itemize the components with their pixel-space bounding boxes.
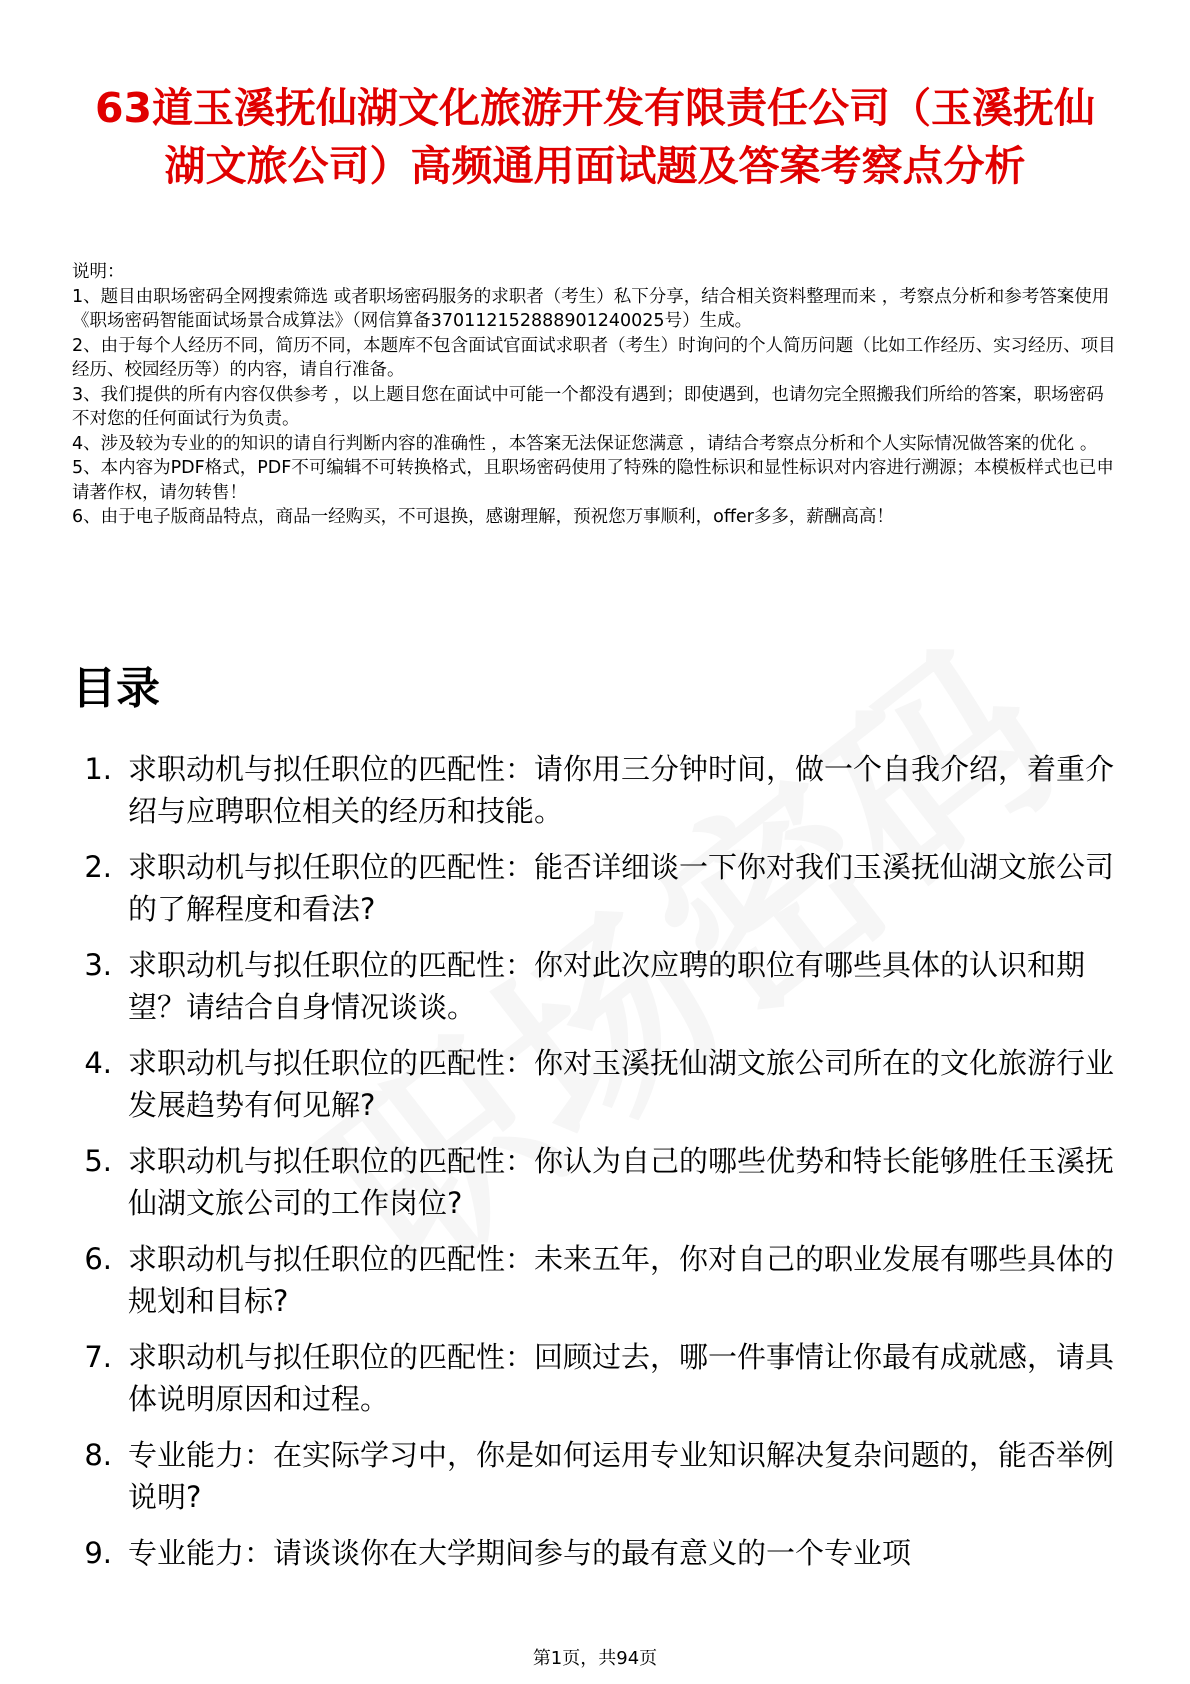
toc-item-text[interactable]: 求职动机与拟任职位的匹配性：你对玉溪抚仙湖文旅公司所在的文化旅游行业发展趋势有何见解? [128, 1046, 1115, 1122]
toc-item-number: 1. [84, 752, 112, 786]
toc-item-text[interactable]: 求职动机与拟任职位的匹配性：请你用三分钟时间，做一个自我介绍，着重介绍与应聘职位相关的经历和技能。 [128, 752, 1115, 828]
toc-item-text[interactable]: 专业能力：在实际学习中，你是如何运用专业知识解决复杂问题的，能否举例说明? [128, 1438, 1115, 1514]
toc-item[interactable] [72, 1140, 1122, 1224]
toc-item-number: 8. [84, 1438, 112, 1472]
intro-item: 1、题目由职场密码全网搜索筛选 或者职场密码服务的求职者（考生）私下分享，结合相关资料整理而来 ，考察点分析和参考答案使用《职场密码智能面试场景合成算法》（网信算备370112152888901240025号）生成。 [72, 286, 1110, 331]
toc-item[interactable] [72, 1042, 1122, 1126]
toc-item[interactable] [72, 748, 1122, 832]
toc-item-number: 5. [84, 1144, 112, 1178]
toc-item-number: 6. [84, 1242, 112, 1276]
toc-item[interactable] [72, 1336, 1122, 1420]
toc-item[interactable] [72, 1238, 1122, 1322]
toc-item-number: 4. [84, 1046, 112, 1080]
intro-section [72, 260, 1120, 530]
toc-heading: 目录 [72, 663, 160, 714]
toc-item-text[interactable]: 求职动机与拟任职位的匹配性：你对此次应聘的职位有哪些具体的认识和期望？请结合自身情况谈谈。 [128, 948, 1086, 1024]
toc-item-text[interactable]: 求职动机与拟任职位的匹配性：未来五年，你对自己的职业发展有哪些具体的规划和目标? [128, 1242, 1115, 1318]
toc-item-number: 2. [84, 850, 112, 884]
toc-item[interactable] [72, 846, 1122, 930]
intro-heading: 说明： [72, 262, 125, 282]
intro-item: 4、涉及较为专业的的知识的请自行判断内容的准确性 ，本答案无法保证您满意 ，请结合考察点分析和个人实际情况做答案的优化 。 [72, 433, 1098, 454]
intro-item: 2、由于每个人经历不同，简历不同，本题库不包含面试官面试求职者（考生）时询问的个人简历问题（比如工作经历、实习经历、项目经历、校园经历等）的内容，请自行准备。 [72, 335, 1116, 380]
page-number: 第1页，共94页 [532, 1648, 658, 1669]
toc-item[interactable] [72, 1532, 1122, 1574]
document-title: 63道玉溪抚仙湖文化旅游开发有限责任公司（玉溪抚仙湖文旅公司）高频通用面试题及答案考察点分析 [94, 84, 1096, 191]
toc-list [72, 748, 1122, 1588]
toc-item[interactable] [72, 1434, 1122, 1518]
intro-item: 6、由于电子版商品特点，商品一经购买，不可退换，感谢理解，预祝您万事顺利，offer多多，薪酬高高！ [72, 507, 894, 527]
toc-item-number: 9. [84, 1536, 112, 1570]
toc-item-number: 3. [84, 948, 112, 982]
toc-item-text[interactable]: 求职动机与拟任职位的匹配性：能否详细谈一下你对我们玉溪抚仙湖文旅公司的了解程度和看法? [128, 850, 1115, 926]
toc-item-text[interactable]: 求职动机与拟任职位的匹配性：你认为自己的哪些优势和特长能够胜任玉溪抚仙湖文旅公司的工作岗位? [128, 1144, 1115, 1220]
toc-item-text[interactable]: 专业能力：请谈谈你在大学期间参与的最有意义的一个专业项 [128, 1536, 912, 1570]
toc-item[interactable] [72, 944, 1122, 1028]
intro-item: 5、本内容为PDF格式，PDF不可编辑不可转换格式，且职场密码使用了特殊的隐性标识和显性标识对内容进行溯源；本模板样式也已申请著作权，请勿转售！ [72, 458, 1114, 503]
intro-item: 3、我们提供的所有内容仅供参考 ，以上题目您在面试中可能一个都没有遇到；即使遇到，也请勿完全照搬我们所给的答案，职场密码不对您的任何面试行为负责。 [72, 384, 1104, 429]
toc-item-text[interactable]: 求职动机与拟任职位的匹配性：回顾过去，哪一件事情让你最有成就感，请具体说明原因和过程。 [128, 1340, 1115, 1416]
toc-item-number: 7. [84, 1340, 112, 1374]
